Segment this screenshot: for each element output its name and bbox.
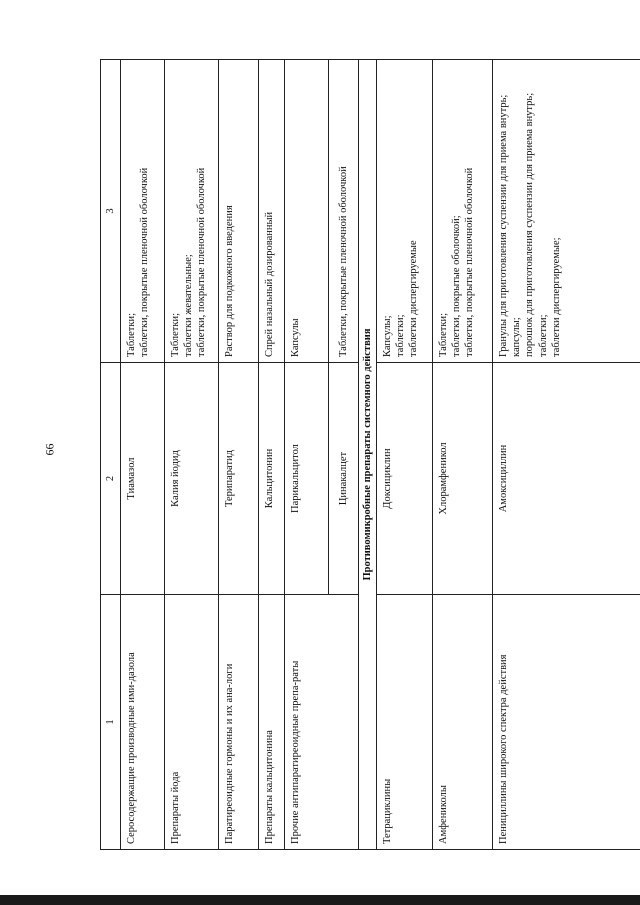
form-line: таблетки жевательные; — [183, 254, 195, 357]
form-line: Гранулы для приготовления суспензии для приема внутрь; — [498, 94, 510, 357]
form-line: Таблетки; — [438, 312, 450, 357]
col-number-3: 3 — [101, 60, 121, 363]
forms-cell — [285, 60, 329, 363]
scan-border — [0, 895, 640, 905]
table-row — [165, 60, 219, 850]
group-cell: Тетрациклины — [377, 595, 433, 850]
drug-cell: Амоксициллин — [493, 363, 640, 595]
form-line: таблетки; — [395, 314, 407, 357]
form-line: Раствор для подкожного введения — [224, 205, 235, 357]
form-line: капсулы; — [511, 317, 523, 357]
form-line: Капсулы; — [382, 315, 394, 357]
group-cell: Прочие антипаратиреоидные препа-раты — [285, 595, 359, 850]
table-row — [377, 60, 433, 850]
table-row — [285, 60, 329, 850]
section-header-row — [359, 60, 377, 850]
form-line: Таблетки; — [126, 312, 137, 357]
form-line: таблетки; — [537, 314, 549, 357]
forms-cell — [165, 60, 219, 363]
drug-cell: Тиамазол — [121, 363, 165, 595]
table-row — [493, 60, 640, 850]
forms-cell — [493, 60, 640, 363]
forms-cell — [121, 60, 165, 363]
section-title: Противомикробные препараты системного действия — [359, 60, 377, 850]
column-number-row — [101, 60, 121, 850]
drug-cell: Кальцитонин — [259, 363, 285, 595]
table-row — [433, 60, 493, 850]
forms-cell — [433, 60, 493, 363]
group-cell: Паратиреоидные гормоны и их ана-логи — [219, 595, 259, 850]
group-cell: Серосодержащие производные ими-дазола — [121, 595, 165, 850]
form-line: таблетки диспергируемые; — [550, 237, 562, 357]
group-cell: Амфениколы — [433, 595, 493, 850]
form-line: Таблетки; — [170, 312, 181, 357]
drug-cell: Доксициклин — [377, 363, 433, 595]
form-line: таблетки, покрытые пленочной оболочкой — [196, 167, 208, 357]
drug-table — [100, 59, 640, 850]
drug-cell: Хлорамфеникол — [433, 363, 493, 595]
forms-cell — [259, 60, 285, 363]
form-line: таблетки, покрытые оболочкой; — [451, 215, 463, 357]
form-line: таблетки диспергируемые — [408, 240, 420, 357]
form-line: Таблетки, покрытые пленочной оболочкой — [337, 166, 349, 357]
form-line: таблетки, покрытые пленочной оболочкой — [139, 167, 151, 357]
forms-cell — [219, 60, 259, 363]
table-row — [219, 60, 259, 850]
form-line: таблетки, покрытые пленочной оболочкой — [464, 167, 476, 357]
rotated-table-container — [100, 60, 640, 850]
forms-cell — [377, 60, 433, 363]
group-cell: Препараты йода — [165, 595, 219, 850]
form-line: порошок для приготовления суспензии для приема внутрь; — [524, 92, 536, 357]
form-line: Спрей назальный дозированный — [264, 211, 275, 357]
form-line: Капсулы — [290, 318, 301, 357]
drug-cell: Парикальцитол — [285, 363, 329, 595]
col-number-2: 2 — [101, 363, 121, 595]
col-number-1: 1 — [101, 595, 121, 850]
drug-cell: Калия йодид — [165, 363, 219, 595]
page-number: 66 — [42, 443, 57, 456]
drug-cell: Цинакалцет — [329, 363, 359, 595]
forms-cell — [329, 60, 359, 363]
group-cell: Препараты кальцитонина — [259, 595, 285, 850]
table-row — [121, 60, 165, 850]
table-row — [259, 60, 285, 850]
drug-cell: Терипаратид — [219, 363, 259, 595]
group-cell: Пенициллины широкого спектра действия — [493, 595, 640, 850]
